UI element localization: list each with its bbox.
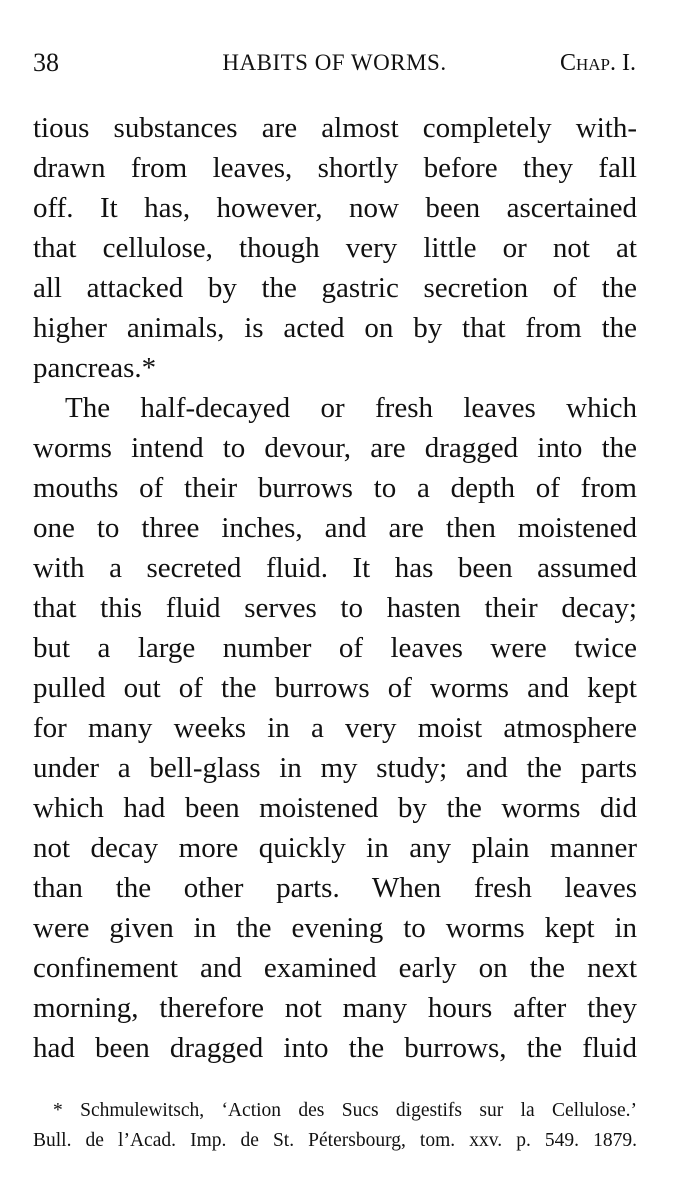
text-line: with a secreted fluid. It has been assumed <box>33 552 637 584</box>
text-line: mouths of their burrows to a depth of from <box>33 472 637 504</box>
running-title: HABITS OF WORMS. <box>222 50 447 75</box>
text-line: that cellulose, though very little or not at <box>33 232 637 264</box>
footnote-line: * Schmulewitsch, ‘Action des Sucs digestifs sur la Cellulose.’ <box>53 1100 637 1121</box>
running-header <box>33 48 636 82</box>
text-line: but a large number of leaves were twice <box>33 632 637 664</box>
text-line: for many weeks in a very moist atmosphere <box>33 712 637 744</box>
text-line: worms intend to devour, are dragged into the <box>33 432 637 464</box>
body-text <box>33 108 637 1068</box>
text-line: The half-decayed or fresh leaves which <box>65 392 637 424</box>
text-line: tious substances are almost completely with- <box>33 112 637 144</box>
text-line: than the other parts. When fresh leaves <box>33 872 637 904</box>
chapter-label: Chap. I. <box>559 50 636 76</box>
text-line: under a bell-glass in my study; and the parts <box>33 752 637 784</box>
text-line: confinement and examined early on the next <box>33 952 637 984</box>
text-line: one to three inches, and are then moistened <box>33 512 637 544</box>
text-line: pulled out of the burrows of worms and kept <box>33 672 637 704</box>
page-number: 38 <box>33 48 59 77</box>
footnote-line: Bull. de l’Acad. Imp. de St. Pétersbourg, tom. xxv. p. 549. 1879. <box>33 1130 637 1151</box>
text-line: not decay more quickly in any plain manner <box>33 832 637 864</box>
text-line: which had been moistened by the worms did <box>33 792 637 824</box>
text-line: higher animals, is acted on by that from the <box>33 312 637 344</box>
text-line: were given in the evening to worms kept in <box>33 912 637 944</box>
text-line: drawn from leaves, shortly before they fall <box>33 152 637 184</box>
text-line: pancreas.* <box>33 352 157 384</box>
text-line: that this fluid serves to hasten their decay; <box>33 592 637 624</box>
footnote <box>33 1096 637 1156</box>
text-line: off. It has, however, now been ascertained <box>33 192 637 224</box>
text-line: had been dragged into the burrows, the fluid <box>33 1032 637 1064</box>
text-line: morning, therefore not many hours after they <box>33 992 637 1024</box>
text-line: all attacked by the gastric secretion of the <box>33 272 637 304</box>
